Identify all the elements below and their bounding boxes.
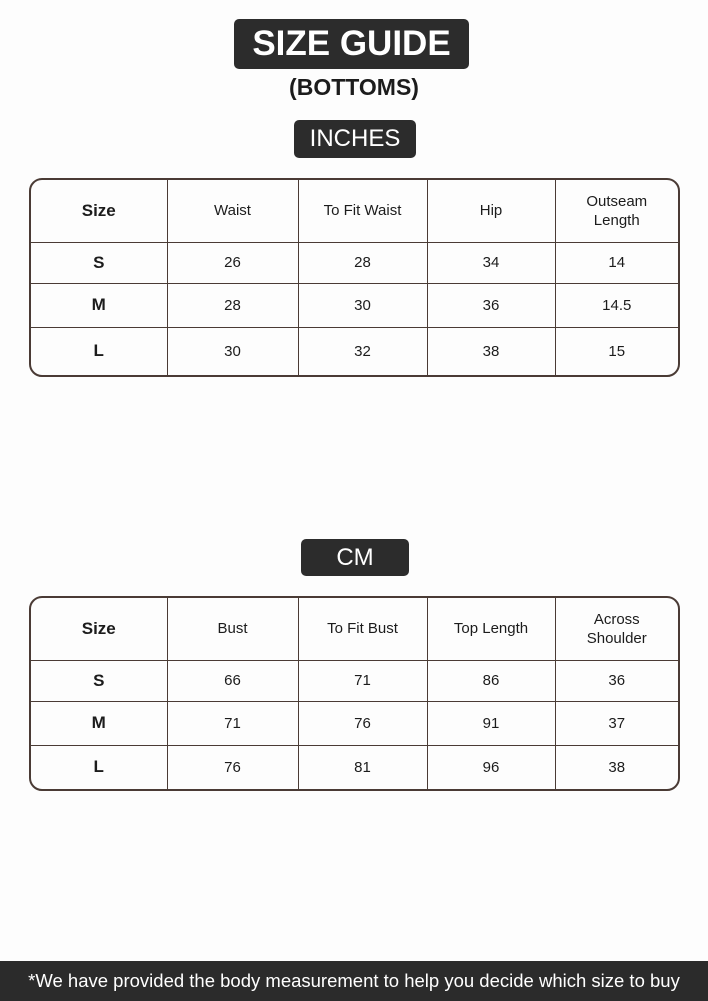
cm-unit-label: CM	[301, 539, 409, 576]
table-cell: 26	[167, 242, 298, 283]
table-row	[31, 701, 678, 745]
column-header-waist: Waist	[167, 180, 298, 242]
cm-size-table	[29, 596, 680, 791]
table-cell: 76	[167, 745, 298, 789]
table-cell: 38	[555, 745, 678, 789]
table-cell: 76	[298, 701, 427, 745]
table-cell: 30	[167, 327, 298, 375]
outseam-length-label: Outseam Length	[586, 192, 648, 229]
column-header-outseam-length	[555, 180, 678, 242]
table-header-row	[31, 180, 678, 242]
table-cell: 86	[427, 660, 555, 701]
column-header-top-length: Top Length	[427, 598, 555, 660]
table-row	[31, 242, 678, 283]
table-cell: 38	[427, 327, 555, 375]
size-cell: S	[31, 660, 167, 701]
size-cell: M	[31, 283, 167, 327]
table-row	[31, 327, 678, 375]
table-cell: 34	[427, 242, 555, 283]
column-header-size: Size	[31, 180, 167, 242]
table-cell: 32	[298, 327, 427, 375]
table-cell: 36	[427, 283, 555, 327]
table-cell: 14.5	[555, 283, 678, 327]
measurement-note-text: *We have provided the body measurement to help you decide which size to buy	[28, 970, 680, 991]
measurement-note-banner	[0, 961, 708, 1001]
column-header-across-shoulder	[555, 598, 678, 660]
size-cell: L	[31, 327, 167, 375]
size-guide-title: SIZE GUIDE	[234, 19, 469, 69]
table-cell: 14	[555, 242, 678, 283]
table-cell: 30	[298, 283, 427, 327]
table-cell: 71	[298, 660, 427, 701]
table-cell: 37	[555, 701, 678, 745]
table-row	[31, 745, 678, 789]
size-cell: M	[31, 701, 167, 745]
table-cell: 66	[167, 660, 298, 701]
size-cell: L	[31, 745, 167, 789]
size-guide-subtitle: (BOTTOMS)	[289, 74, 419, 100]
column-header-size: Size	[31, 598, 167, 660]
table-row	[31, 660, 678, 701]
across-shoulder-label: Across Shoulder	[586, 610, 647, 647]
column-header-to-fit-bust: To Fit Bust	[298, 598, 427, 660]
inches-size-table	[29, 178, 680, 377]
table-cell: 81	[298, 745, 427, 789]
table-header-row	[31, 598, 678, 660]
table-row	[31, 283, 678, 327]
column-header-to-fit-waist: To Fit Waist	[298, 180, 427, 242]
table-cell: 15	[555, 327, 678, 375]
table-cell: 91	[427, 701, 555, 745]
size-cell: S	[31, 242, 167, 283]
table-cell: 36	[555, 660, 678, 701]
table-cell: 96	[427, 745, 555, 789]
table-cell: 28	[298, 242, 427, 283]
column-header-hip: Hip	[427, 180, 555, 242]
table-cell: 28	[167, 283, 298, 327]
column-header-bust: Bust	[167, 598, 298, 660]
inches-unit-label: INCHES	[294, 120, 416, 158]
table-cell: 71	[167, 701, 298, 745]
